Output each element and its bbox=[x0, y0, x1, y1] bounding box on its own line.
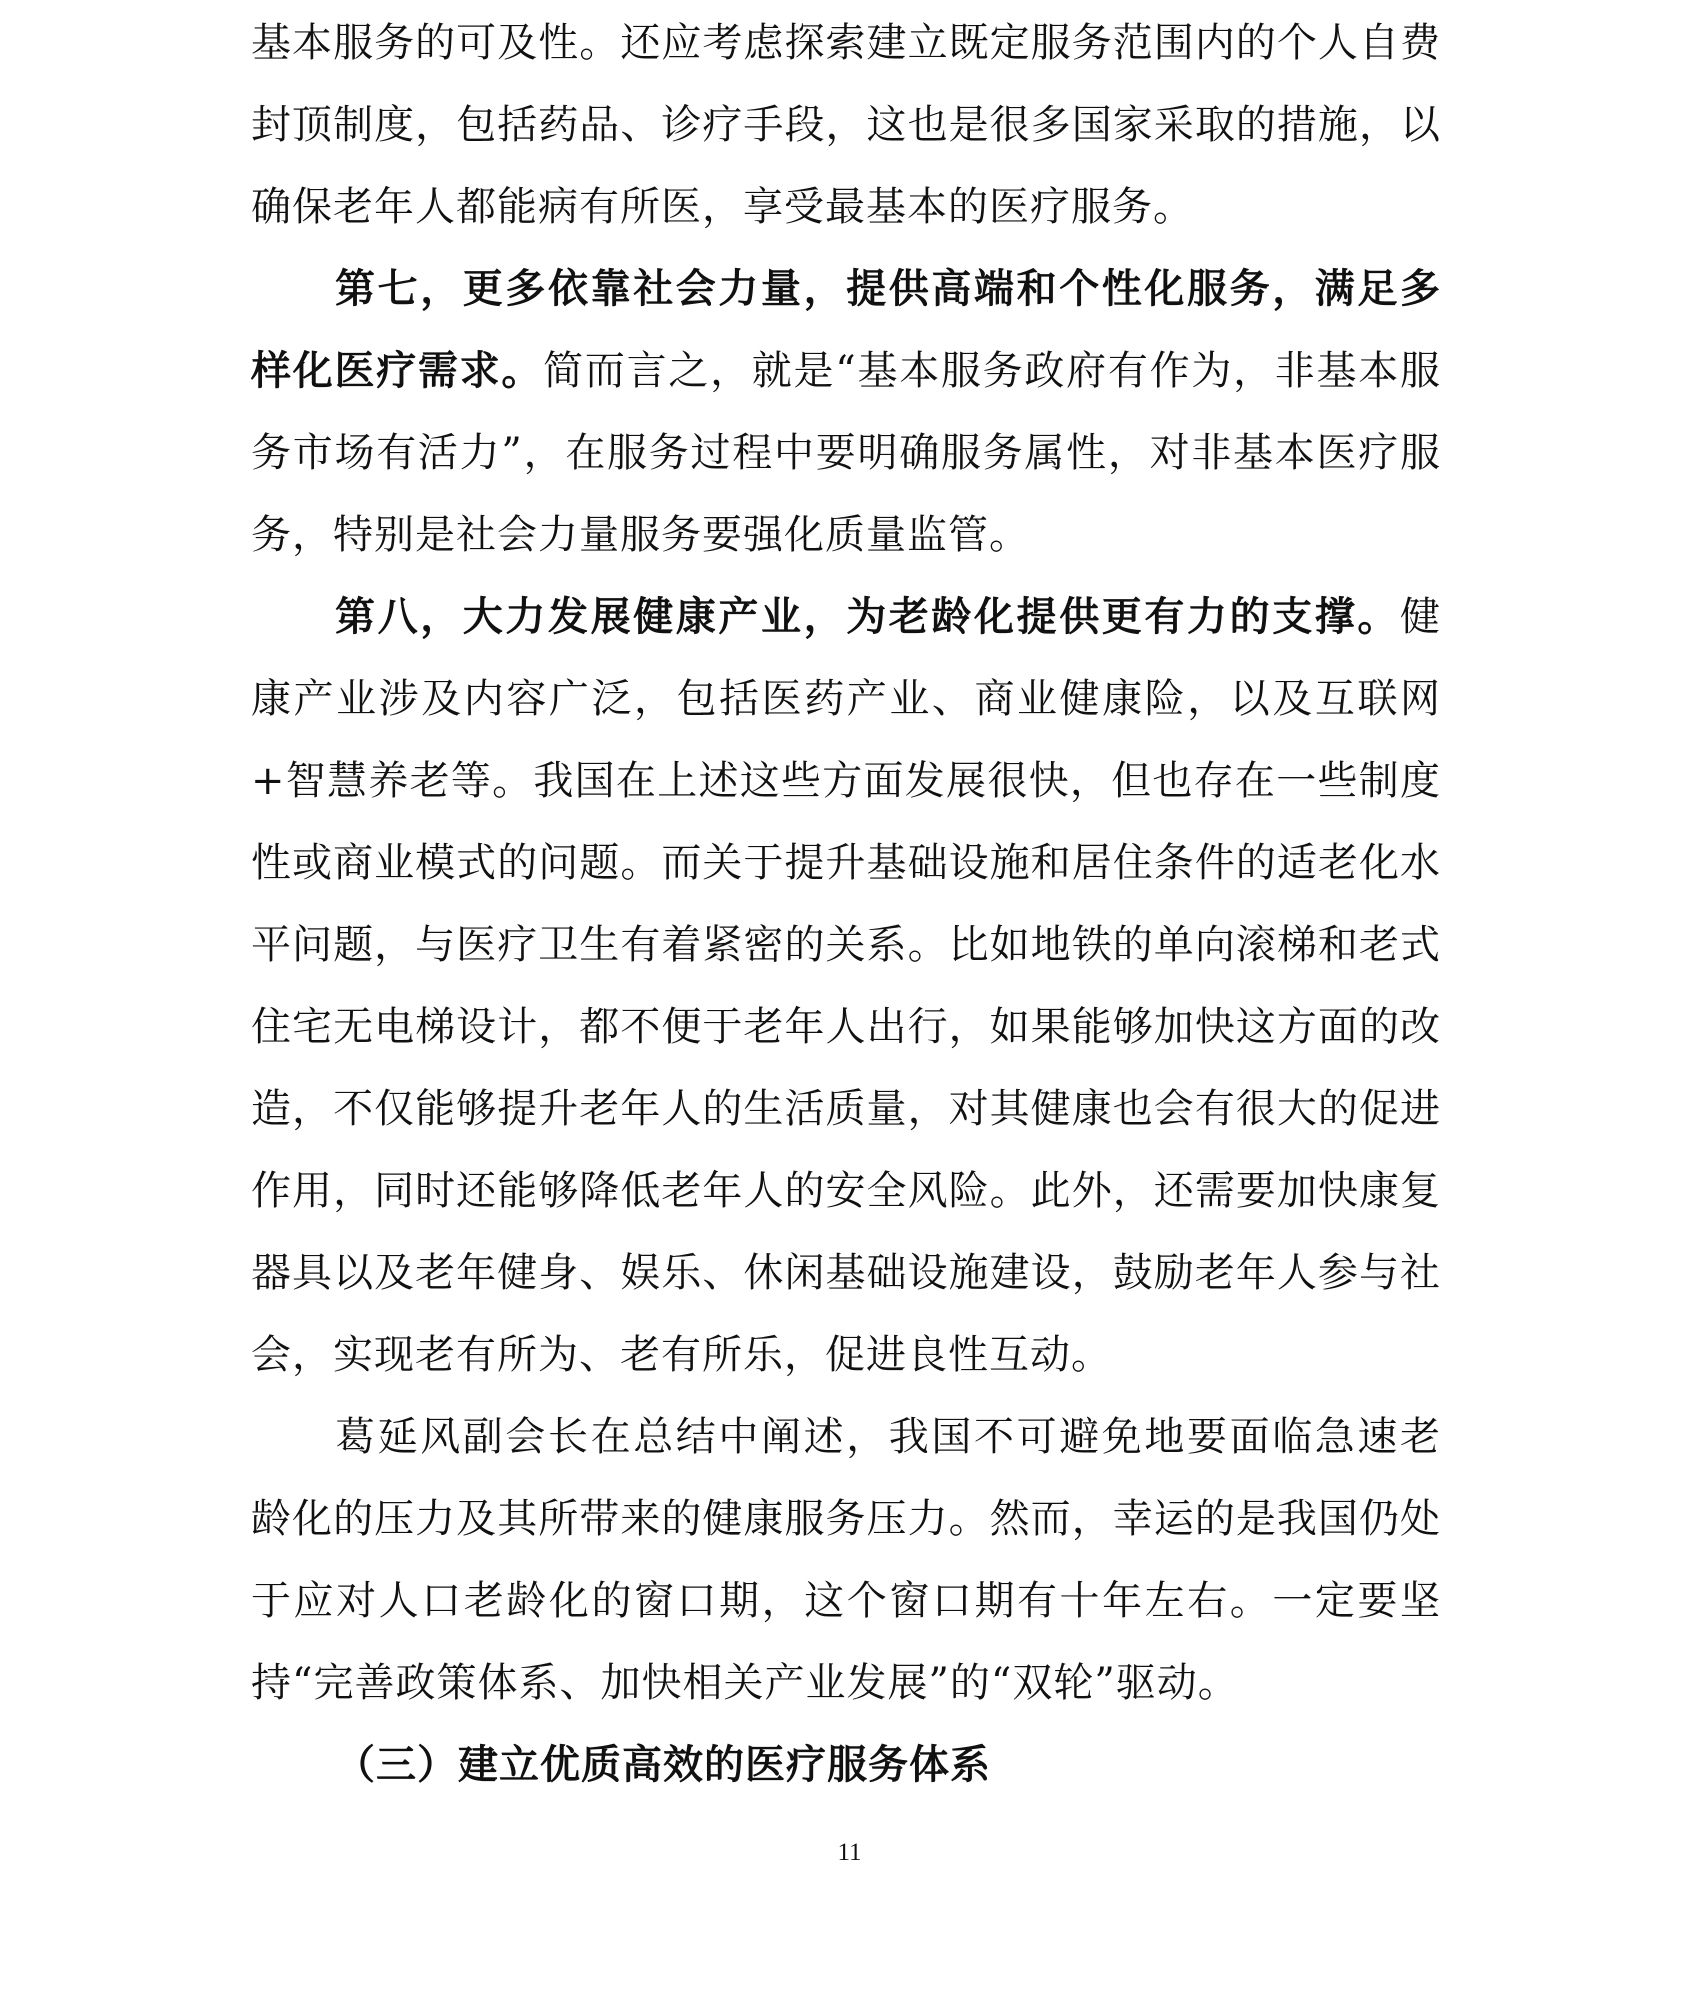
paragraph-text: 简而言之，就是“基本服务政府有作为，非基本服务市场有活力”，在服务过程中要明确服务属性，对非基本医疗服务，特别是社会力量服务要强化质量监管。 bbox=[251, 348, 1441, 558]
document-body bbox=[251, 2, 1441, 1806]
page-number: 11 bbox=[837, 1839, 862, 1866]
paragraph-text: 健康产业涉及内容广泛，包括医药产业、商业健康险，以及互联网+智慧养老等。我国在上述这些方面发展很快，但也存在一些制度性或商业模式的问题。而关于提升基础设施和居住条件的适老化水平问题，与医疗卫生有着紧密的关系。比如地铁的单向滚梯和老式住宅无电梯设计，都不便于老年人出行，如果能够加快这方面的改造，不仅能够提升老年人的生活质量，对其健康也会有很大的促进作用，同时还能够降低老年人的安全风险。此外，还需要加快康复器具以及老年健身、娱乐、休闲基础设施建设，鼓励老年人参与社会，实现老有所为、老有所乐，促进良性互动。 bbox=[251, 594, 1441, 1378]
paragraph-lead: 第八，大力发展健康产业，为老龄化提供更有力的支撑。 bbox=[335, 593, 1400, 640]
paragraph-point-eight bbox=[251, 576, 1441, 1396]
paragraph-lead: 第七，更多依靠社会力量，提供高端和个性化服务，满足多样化医疗需求。 bbox=[251, 265, 1441, 394]
paragraph-summary bbox=[251, 1396, 1441, 1724]
paragraph-text: 基本服务的可及性。还应考虑探索建立既定服务范围内的个人自费封顶制度，包括药品、诊疗手段，这也是很多国家采取的措施，以确保老年人都能病有所医，享受最基本的医疗服务。 bbox=[251, 20, 1441, 230]
paragraph-continuation bbox=[251, 2, 1441, 248]
section-heading: （三）建立优质高效的医疗服务体系 bbox=[335, 1741, 991, 1788]
paragraph-point-seven bbox=[251, 248, 1441, 576]
paragraph-text: 葛延风副会长在总结中阐述，我国不可避免地要面临急速老龄化的压力及其所带来的健康服务压力。然而，幸运的是我国仍处于应对人口老龄化的窗口期，这个窗口期有十年左右。一定要坚持“完善政策体系、加快相关产业发展”的“双轮”驱动。 bbox=[251, 1414, 1441, 1706]
